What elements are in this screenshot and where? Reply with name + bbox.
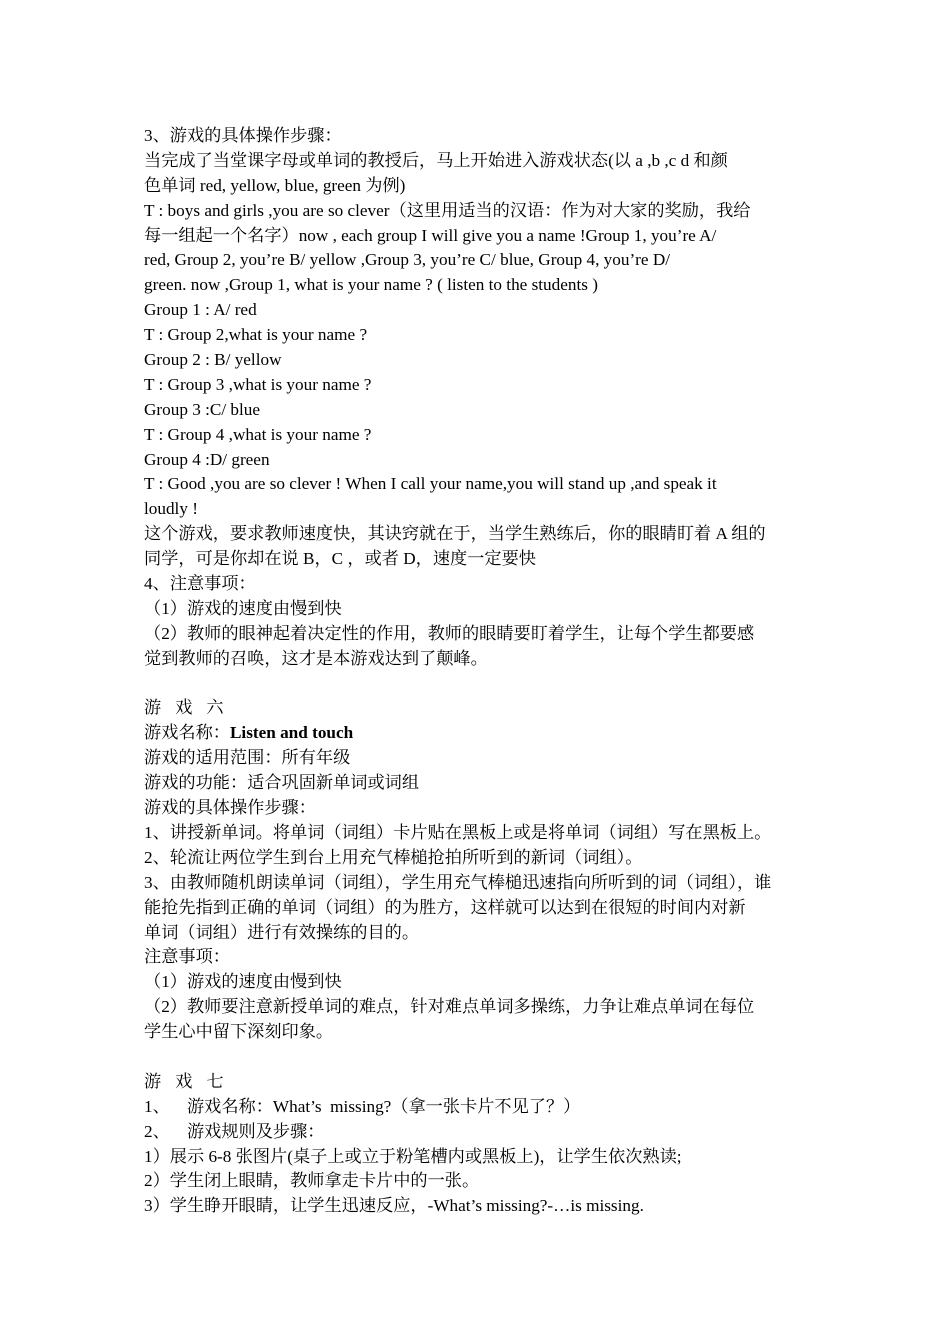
tip-paragraph-cont: 同学，可是你却在说 B，C ，或者 D，速度一定要快 bbox=[144, 549, 536, 569]
game-6-step-3-cont: 单词（词组）进行有效操练的目的。 bbox=[144, 922, 420, 942]
game-6-heading: 游戏六 bbox=[144, 698, 238, 718]
game-6-note-2-cont: 学生心中留下深刻印象。 bbox=[144, 1022, 334, 1042]
game-6-steps-title: 游戏的具体操作步骤： bbox=[144, 798, 316, 818]
game-6-step-1: 1、讲授新单词。将单词（词组）卡片贴在黑板上或是将单词（词组）写在黑板上。 bbox=[144, 822, 772, 842]
section-4-note-2: （2）教师的眼神起着决定性的作用，教师的眼睛要盯着学生，让每个学生都要感 bbox=[144, 623, 755, 643]
game-6-step-3: 3、由教师随机朗读单词（词组），学生用充气棒槌迅速指向所听到的词（词组），谁 bbox=[144, 872, 772, 892]
section-3-title: 3、游戏的具体操作步骤： bbox=[144, 126, 342, 145]
game-6-notes-title: 注意事项： bbox=[144, 947, 230, 967]
teacher-line-5-cont: loudly ! bbox=[144, 499, 198, 519]
game-6-name-value: Listen and touch bbox=[229, 723, 354, 743]
game-6-step-2: 2、轮流让两位学生到台上用充气棒槌抢拍所听到的新词（词组）。 bbox=[144, 847, 643, 867]
section-4-title: 4、注意事项： bbox=[144, 574, 256, 594]
game-6-function: 游戏的功能：适合巩固新单词或词组 bbox=[144, 773, 420, 793]
teacher-line-4: T : Group 4 ,what is your name ? bbox=[144, 424, 372, 444]
teacher-line-1-cont: green. now ,Group 1, what is your name ? ( listen to the students ) bbox=[144, 275, 598, 295]
game-7-item-2: 2、 游戏规则及步骤： bbox=[144, 1121, 325, 1141]
document-page bbox=[144, 124, 814, 1219]
spacer bbox=[144, 672, 814, 697]
game-6-name bbox=[144, 721, 814, 746]
group-2-reply: Group 2 : B/ yellow bbox=[144, 350, 282, 370]
game-6-note-1: （1）游戏的速度由慢到快 bbox=[144, 972, 342, 992]
teacher-line-1: T : boys and girls ,you are so clever（这里用适当的汉语：作为对大家的奖励，我给 bbox=[144, 200, 751, 220]
section-3-intro-cont: 色单词 red, yellow, blue, green 为例) bbox=[144, 175, 406, 195]
group-3-reply: Group 3 :C/ blue bbox=[144, 399, 261, 419]
game-7-rule-2: 2）学生闭上眼睛，教师拿走卡片中的一张。 bbox=[144, 1171, 480, 1191]
teacher-line-1-cont: 每一组起一个名字）now , each group I will give you a name !Group 1, you’re A/ bbox=[144, 225, 717, 245]
teacher-line-2: T : Group 2,what is your name ? bbox=[144, 325, 368, 345]
game-6-name-label: 游戏名称： bbox=[144, 723, 230, 743]
tip-paragraph: 这个游戏，要求教师速度快，其诀窍就在于，当学生熟练后，你的眼睛盯着 A 组的 bbox=[144, 524, 766, 544]
section-3-intro: 当完成了当堂课字母或单词的教授后，马上开始进入游戏状态(以 a ,b ,c d 和颜 bbox=[144, 150, 728, 170]
group-1-reply: Group 1 : A/ red bbox=[144, 300, 257, 320]
teacher-line-5: T : Good ,you are so clever ! When I call your name,you will stand up ,and speak it bbox=[144, 474, 717, 494]
game-7-heading: 游戏七 bbox=[144, 1071, 238, 1091]
spacer bbox=[144, 1045, 814, 1070]
game-7-item-1: 1、 游戏名称：What’s missing?（拿一张卡片不见了？） bbox=[144, 1096, 581, 1116]
game-6-note-2: （2）教师要注意新授单词的难点，针对难点单词多操练，力争让难点单词在每位 bbox=[144, 997, 755, 1017]
game-6-step-3-cont: 能抢先指到正确的单词（词组）的为胜方，这样就可以达到在很短的时间内对新 bbox=[144, 897, 746, 917]
section-4-note-1: （1）游戏的速度由慢到快 bbox=[144, 598, 342, 618]
group-4-reply: Group 4 :D/ green bbox=[144, 449, 270, 469]
game-7-rule-1: 1）展示 6-8 张图片(桌子上或立于粉笔槽内或黑板上)，让学生依次熟读; bbox=[144, 1146, 682, 1166]
section-4-note-2-cont: 觉到教师的召唤，这才是本游戏达到了颠峰。 bbox=[144, 648, 488, 668]
game-6-scope: 游戏的适用范围：所有年级 bbox=[144, 748, 351, 768]
teacher-line-3: T : Group 3 ,what is your name ? bbox=[144, 374, 372, 394]
teacher-line-1-cont: red, Group 2, you’re B/ yellow ,Group 3, you’re C/ blue, Group 4, you’re D/ bbox=[144, 250, 671, 270]
game-7-rule-3: 3）学生睁开眼睛，让学生迅速反应，-What’s missing?-…is missing. bbox=[144, 1196, 644, 1216]
